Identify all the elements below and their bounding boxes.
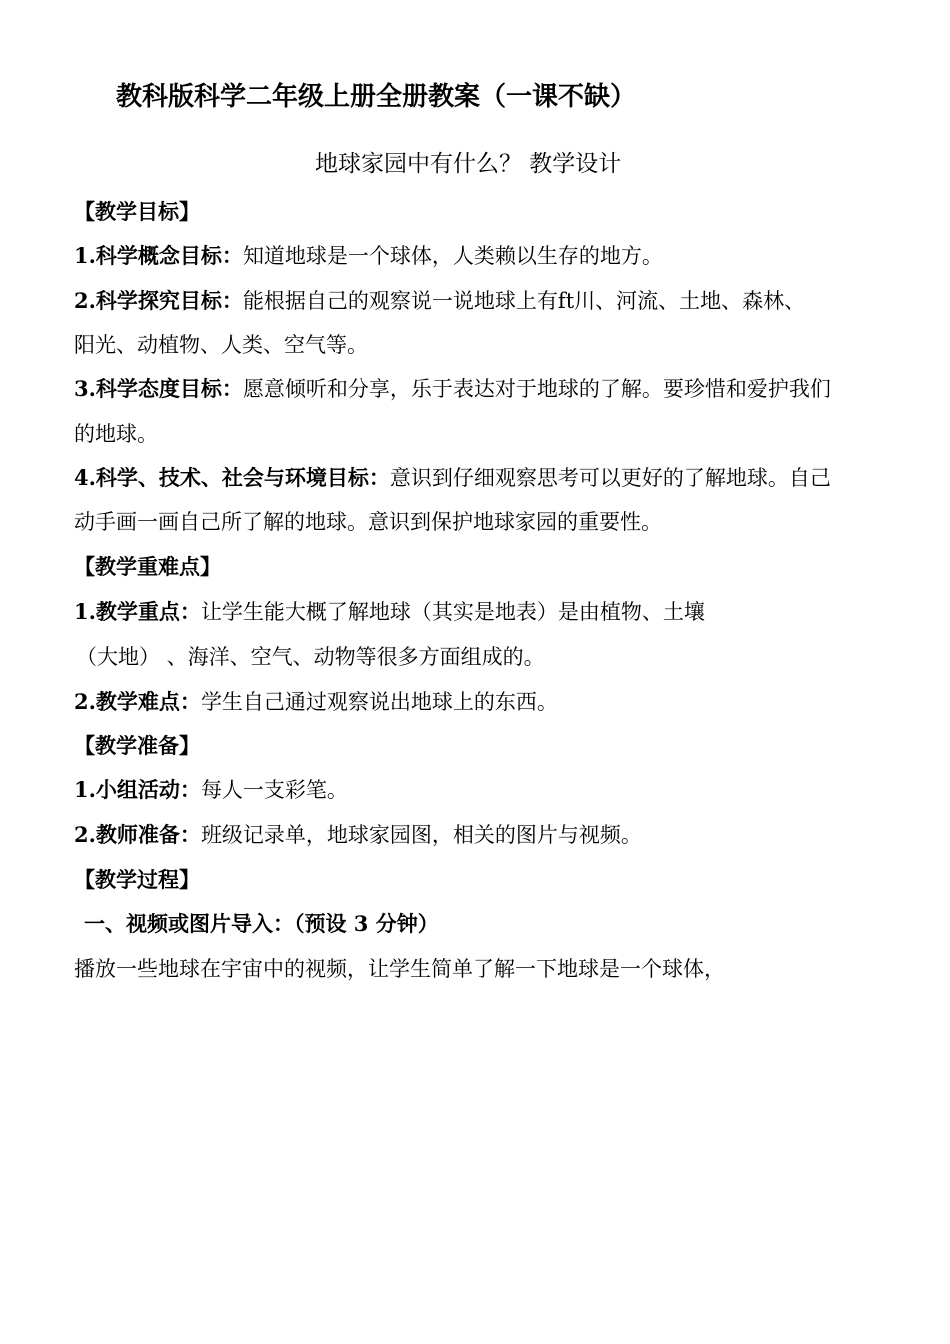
objective-label: 2.科学探究目标：	[74, 288, 243, 313]
key-point-label: 1.教学重点：	[74, 599, 201, 624]
preparation-text: 每人一支彩笔。	[200, 778, 348, 802]
process-step-1-heading: 一、视频或图片导入：（预设 3 分钟）	[84, 911, 439, 936]
process-step-1-text: 播放一些地球在宇宙中的视频，让学生简单了解一下地球是一个球体，	[74, 957, 725, 981]
key-point-text: 学生自己通过观察说出地球上的东西。	[200, 690, 558, 714]
objective-item-1	[74, 242, 663, 270]
objective-item-4	[74, 464, 831, 492]
key-point-item-2	[74, 688, 558, 716]
document-title: 教科版科学二年级上册全册教案（一课不缺）	[116, 82, 637, 112]
objective-text: 愿意倾听和分享，乐于表达对于地球的了解。要珍惜和爱护我们	[242, 377, 831, 401]
key-point-item-1	[74, 598, 705, 626]
section-heading-key-points: 【教学重难点】	[74, 554, 221, 579]
objective-item-2-continued: 阳光、动植物、人类、空气等。	[74, 333, 368, 357]
preparation-text: 班级记录单，地球家园图，相关的图片与视频。	[200, 823, 642, 847]
objective-label: 1.科学概念目标：	[74, 243, 243, 268]
lesson-subtitle: 地球家园中有什么？ 教学设计	[315, 151, 622, 177]
objective-text: 能根据自己的观察说一说地球上有ft川、河流、土地、森林、	[242, 289, 806, 313]
key-point-item-1-continued: （大地） 、海洋、空气、动物等很多方面组成的。	[76, 645, 545, 669]
objective-text: 知道地球是一个球体，人类赖以生存的地方。	[242, 244, 663, 268]
objective-text: 意识到仔细观察思考可以更好的了解地球。自己	[389, 466, 831, 490]
key-point-text: 让学生能大概了解地球（其实是地表）是由植物、土壤	[200, 600, 705, 624]
section-heading-preparation: 【教学准备】	[74, 733, 200, 758]
objective-label: 4.科学、技术、社会与环境目标：	[74, 465, 390, 490]
objective-item-4-continued: 动手画一画自己所了解的地球。意识到保护地球家园的重要性。	[74, 510, 662, 534]
preparation-item-1	[74, 776, 348, 804]
section-heading-objectives: 【教学目标】	[74, 199, 200, 224]
objective-item-3-continued: 的地球。	[74, 422, 158, 446]
section-heading-process: 【教学过程】	[74, 867, 200, 892]
objective-item-3	[74, 375, 831, 403]
preparation-label: 1.小组活动：	[74, 777, 201, 802]
preparation-item-2	[74, 821, 642, 849]
preparation-label: 2.教师准备：	[74, 822, 201, 847]
objective-label: 3.科学态度目标：	[74, 376, 243, 401]
key-point-label: 2.教学难点：	[74, 689, 201, 714]
objective-item-2	[74, 287, 805, 315]
